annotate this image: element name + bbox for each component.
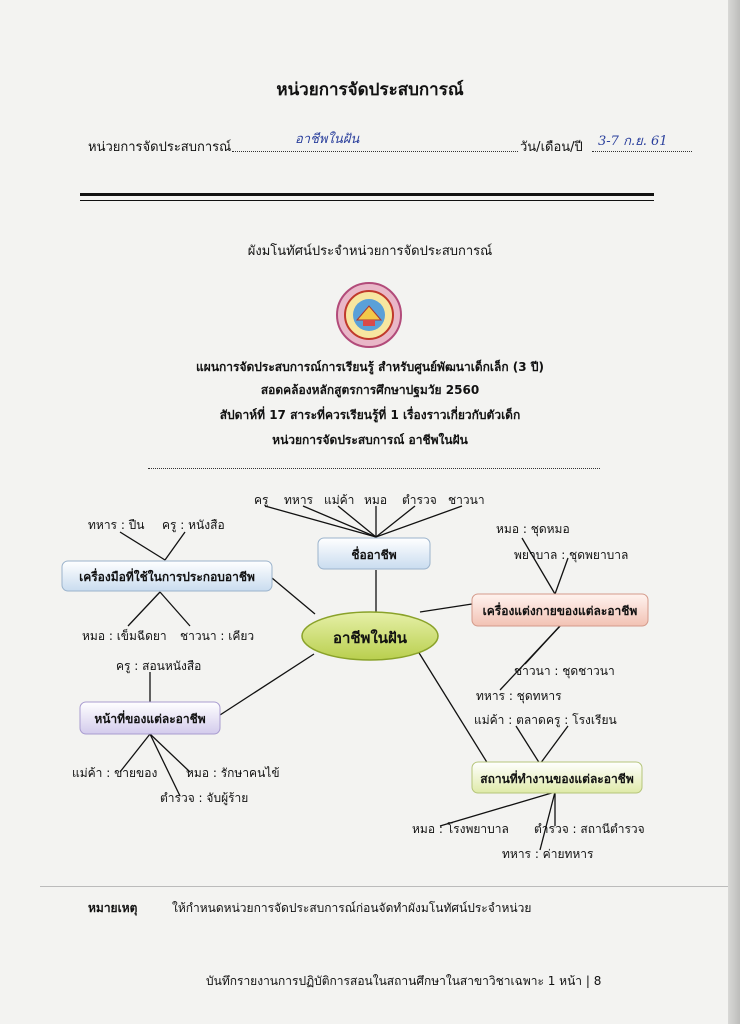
- page-title: หน่วยการจัดประสบการณ์: [276, 80, 464, 100]
- workplaces-item: ครู : โรงเรียน: [546, 713, 617, 727]
- workplaces-label: สถานที่ทำงานของแต่ละอาชีพ: [480, 772, 634, 786]
- mindmap-subtitle: ผังมโนทัศน์ประจำหน่วยการจัดประสบการณ์: [247, 244, 493, 259]
- date-label: วัน/เดือน/ปี: [520, 140, 583, 155]
- tools-item: หมอ : เข็มฉีดยา: [82, 629, 167, 643]
- tools-item: ชาวนา : เคียว: [180, 629, 255, 643]
- duties-item: ตำรวจ : จับผู้ร้าย: [160, 791, 249, 805]
- tools-label: เครื่องมือที่ใช้ในการประกอบอาชีพ: [79, 570, 255, 584]
- page-footer: บันทึกรายงานการปฏิบัติการสอนในสถานศึกษาในสาขาวิชาเฉพาะ 1 หน้า | 8: [206, 974, 602, 988]
- plan-line-1: แผนการจัดประสบการณ์การเรียนรู้ สำหรับศูนย์พัฒนาเด็กเล็ก (3 ปี): [196, 360, 544, 374]
- unit-label: หน่วยการจัดประสบการณ์: [88, 140, 232, 155]
- uniforms-item: ทหาร : ชุดทหาร: [476, 689, 562, 703]
- note-text: ให้กำหนดหน่วยการจัดประสบการณ์ก่อนจัดทำผังมโนทัศน์ประจำหน่วย: [172, 901, 532, 915]
- workplaces-item: แม่ค้า : ตลาด: [474, 713, 546, 727]
- duties-item: แม่ค้า : ขายของ: [72, 766, 158, 780]
- uniforms-item: ชาวนา : ชุดชาวนา: [514, 664, 615, 678]
- occupation-name-item: ตำรวจ: [402, 493, 437, 507]
- duties-item: หมอ : รักษาคนไข้: [186, 766, 280, 780]
- occupation-name-item: ครู: [254, 493, 269, 507]
- plan-line-3: สัปดาห์ที่ 17 สาระที่ควรเรียนรู้ที่ 1 เรื่องราวเกี่ยวกับตัวเด็ก: [219, 408, 521, 422]
- occupation-name-item: ทหาร: [284, 493, 314, 507]
- duties-item: ครู : สอนหนังสือ: [116, 659, 202, 673]
- occupation-names-label: ชื่ออาชีพ: [351, 548, 397, 562]
- uniforms-item: พยาบาล : ชุดพยาบาล: [514, 548, 629, 562]
- duties-label: หน้าที่ของแต่ละอาชีพ: [94, 712, 206, 726]
- workplaces-item: ตำรวจ : สถานีตำรวจ: [534, 822, 645, 836]
- tools-item: ทหาร : ปืน: [88, 518, 145, 532]
- center-node-label: อาชีพในฝัน: [332, 629, 408, 647]
- occupation-name-item: แม่ค้า: [324, 493, 355, 507]
- workplaces-item: ทหาร : ค่ายทหาร: [502, 847, 594, 861]
- workplaces-item: หมอ : โรงพยาบาล: [412, 822, 509, 836]
- note-label: หมายเหตุ: [88, 901, 138, 915]
- unit-handwritten-value: อาชีพในฝัน: [295, 132, 360, 147]
- occupation-name-item: หมอ: [364, 493, 388, 507]
- plan-line-4: หน่วยการจัดประสบการณ์ อาชีพในฝัน: [272, 433, 468, 447]
- uniforms-label: เครื่องแต่งกายของแต่ละอาชีพ: [482, 604, 638, 618]
- uniforms-item: หมอ : ชุดหมอ: [496, 522, 570, 536]
- occupation-name-item: ชาวนา: [448, 493, 485, 507]
- tools-item: ครู : หนังสือ: [162, 518, 225, 532]
- date-handwritten-value: 3-7 ก.ย. 61: [598, 134, 668, 149]
- plan-line-2: สอดคล้องหลักสูตรการศึกษาปฐมวัย 2560: [260, 383, 480, 397]
